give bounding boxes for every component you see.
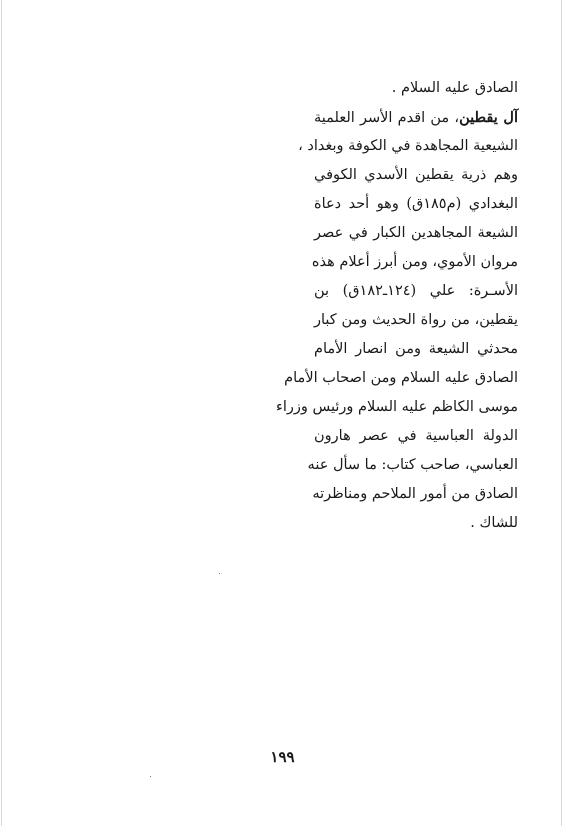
text-line: آل يقطين، من اقدم الأسر العلمية [314, 109, 518, 126]
page-number: ١٩٩ [270, 748, 295, 766]
page-edge-right [561, 0, 562, 826]
text-line: محدثي الشيعة ومن انصار الأمام [314, 341, 518, 357]
text-line: البغدادي (م١٨٥ق) وهو أحد دعاة [314, 196, 518, 212]
text-line: الأسـرة: علي (١٢٤ـ١٨٢ق) بن [314, 283, 518, 299]
text-line: يقطين، من رواة الحديث ومن كبار [314, 312, 518, 328]
entry-heading: آل يقطين [459, 109, 518, 126]
text-line: العباسي، صاحب كتاب: ما سأل عنه [307, 457, 518, 473]
text-line: الصادق من أمور الملاحم ومناظرته [312, 486, 518, 502]
text-line: وهم ذرية يقطين الأسدي الكوفي [314, 167, 518, 183]
text-line: الشيعة المجاهدين الكبار في عصر [314, 225, 518, 241]
scan-speck [150, 776, 151, 777]
body-text [276, 74, 518, 538]
text-line: موسى الكاظم عليه السلام ورئيس وزراء [276, 399, 518, 415]
text-line: الصادق عليه السلام ومن اصحاب الأمام [284, 370, 518, 386]
scan-speck [219, 573, 220, 574]
text-line: الصادق عليه السلام . [391, 80, 518, 96]
text-line: للشاك . [470, 515, 518, 531]
text-line: الشيعية المجاهدة في الكوفة وبغداد ، [298, 138, 518, 154]
page-edge-left [1, 0, 2, 826]
text-line: الدولة العباسية في عصر هارون [314, 428, 518, 444]
text-line: مروان الأموي، ومن أبرز أعلام هذه [311, 254, 518, 270]
